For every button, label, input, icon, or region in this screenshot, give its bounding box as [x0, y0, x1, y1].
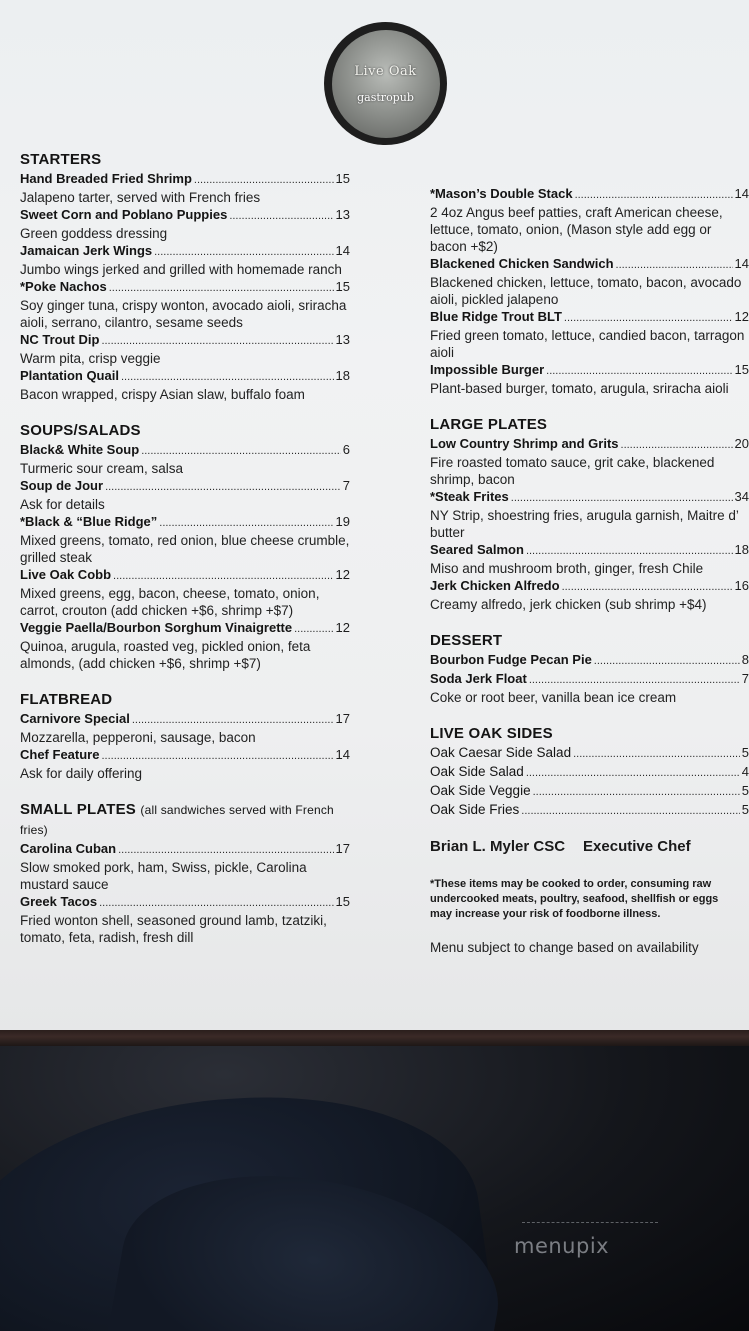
- item-name: Jamaican Jerk Wings: [20, 243, 153, 258]
- item-price: 17: [335, 711, 350, 726]
- dot-leader: [573, 746, 740, 763]
- watermark: menupix: [514, 1234, 610, 1258]
- section-heading: [20, 150, 350, 170]
- item-name: Blackened Chicken Sandwich: [430, 256, 614, 271]
- item-name: Carnivore Special: [20, 711, 130, 726]
- dot-leader: [564, 310, 733, 327]
- item-price: 14: [734, 186, 749, 201]
- item-name: Oak Side Fries: [430, 802, 520, 817]
- section-title: STARTERS: [20, 151, 102, 168]
- item-price: 13: [335, 207, 350, 222]
- menu-item: [20, 710, 350, 729]
- item-price: 7: [342, 478, 350, 493]
- item-name: *Mason’s Double Stack: [430, 186, 573, 201]
- section-title: LIVE OAK SIDES: [430, 725, 553, 742]
- menu-item: [430, 541, 749, 560]
- item-description: Fried green tomato, lettuce, candied bacon, tarragon aioli: [430, 328, 745, 360]
- dot-leader: [529, 672, 740, 689]
- item-description: Ask for daily offering: [20, 766, 143, 781]
- menu-right-column: [430, 185, 749, 955]
- item-name: Low Country Shrimp and Grits: [430, 436, 619, 451]
- item-description: Plant-based burger, tomato, arugula, sriracha aioli: [430, 381, 729, 396]
- section-heading: [430, 415, 749, 435]
- chef-name: Brian L. Myler CSC: [430, 838, 566, 855]
- item-name: Sweet Corn and Poblano Puppies: [20, 207, 228, 222]
- item-description: Mozzarella, pepperoni, sausage, bacon: [20, 730, 256, 745]
- item-description: Creamy alfredo, jerk chicken (sub shrimp +$4): [430, 597, 707, 612]
- menu-item: [20, 441, 350, 460]
- item-name: Oak Side Salad: [430, 764, 524, 779]
- availability-note: Menu subject to change based on availability: [430, 940, 699, 955]
- dot-leader: [621, 437, 733, 454]
- item-description: Blackened chicken, lettuce, tomato, bacon, avocado aioli, pickled jalapeno: [430, 275, 742, 307]
- item-name: *Black & “Blue Ridge”: [20, 514, 158, 529]
- dot-leader: [132, 712, 334, 729]
- chef-credit: [430, 838, 749, 855]
- dot-leader: [594, 653, 740, 670]
- menu-section: [20, 150, 350, 403]
- item-name: Seared Salmon: [430, 542, 524, 557]
- item-price: 34: [734, 489, 749, 504]
- section-heading: [20, 421, 350, 441]
- dot-leader: [105, 479, 341, 496]
- item-name: Veggie Paella/Bourbon Sorghum Vinaigrette: [20, 620, 293, 635]
- menu-item: [20, 206, 350, 225]
- item-description: Miso and mushroom broth, ginger, fresh Chile: [430, 561, 704, 576]
- section-title: SOUPS/SALADS: [20, 422, 141, 439]
- item-description: Mixed greens, tomato, red onion, blue cheese crumble, grilled steak: [20, 533, 350, 565]
- item-price: 12: [335, 620, 350, 635]
- dot-leader: [101, 333, 333, 350]
- item-description: Ask for details: [20, 497, 105, 512]
- menu-item: [20, 477, 350, 496]
- item-name: Blue Ridge Trout BLT: [430, 309, 562, 324]
- item-price: 14: [335, 243, 350, 258]
- menu-item: [20, 746, 350, 765]
- dot-leader: [616, 257, 733, 274]
- item-price: 20: [734, 436, 749, 451]
- menu-item: [430, 651, 749, 670]
- menu-item: [430, 744, 749, 763]
- item-price: 15: [335, 171, 350, 186]
- item-price: 4: [741, 764, 749, 779]
- dot-leader: [575, 187, 733, 204]
- dot-leader: [99, 895, 333, 912]
- logo: [324, 22, 447, 145]
- menu-item: [20, 367, 350, 386]
- item-price: 14: [734, 256, 749, 271]
- item-price: 5: [741, 802, 749, 817]
- watermark-rule: [522, 1222, 658, 1223]
- item-name: NC Trout Dip: [20, 332, 100, 347]
- item-name: Soup de Jour: [20, 478, 104, 493]
- item-description: Quinoa, arugula, roasted veg, pickled onion, feta almonds, (add chicken +$6, shrimp +$7): [20, 639, 311, 671]
- menu-item: [430, 763, 749, 782]
- dot-leader: [546, 363, 732, 380]
- item-price: 19: [335, 514, 350, 529]
- item-price: 13: [335, 332, 350, 347]
- section-heading: [20, 690, 350, 710]
- dot-leader: [533, 784, 740, 801]
- item-price: 18: [335, 368, 350, 383]
- item-description: Turmeric sour cream, salsa: [20, 461, 184, 476]
- menu-item: [20, 170, 350, 189]
- dot-leader: [526, 543, 733, 560]
- item-price: 5: [741, 745, 749, 760]
- menu-item: [430, 185, 749, 204]
- item-description: Bacon wrapped, crispy Asian slaw, buffalo foam: [20, 387, 305, 402]
- dot-leader: [159, 515, 333, 532]
- consumer-advisory: *These items may be cooked to order, consuming raw undercooked meats, poultry, seafood, shellfish or eggs may increase your risk of foodborne illness.: [430, 878, 719, 920]
- dot-leader: [118, 842, 333, 859]
- item-price: 8: [741, 652, 749, 667]
- item-price: 14: [335, 747, 350, 762]
- section-note: (all sandwiches served with French fries): [20, 803, 334, 837]
- item-name: Impossible Burger: [430, 362, 545, 377]
- dot-leader: [109, 280, 334, 297]
- item-price: 15: [734, 362, 749, 377]
- item-name: Oak Side Veggie: [430, 783, 531, 798]
- section-heading: [430, 724, 749, 744]
- dot-leader: [294, 621, 333, 638]
- dot-leader: [113, 568, 334, 585]
- item-price: 17: [335, 841, 350, 856]
- menu-item: [20, 513, 350, 532]
- dot-leader: [521, 803, 739, 820]
- item-description: Slow smoked pork, ham, Swiss, pickle, Carolina mustard sauce: [20, 860, 307, 892]
- item-name: Hand Breaded Fried Shrimp: [20, 171, 192, 186]
- item-name: *Steak Frites: [430, 489, 509, 504]
- item-name: Black& White Soup: [20, 442, 140, 457]
- logo-subtitle: gastropub: [357, 90, 414, 104]
- menu-item: [430, 255, 749, 274]
- menu-item: [430, 308, 749, 327]
- dot-leader: [229, 208, 333, 225]
- dot-leader: [154, 244, 333, 261]
- item-price: 5: [741, 783, 749, 798]
- menu-item: [430, 782, 749, 801]
- item-description: Warm pita, crisp veggie: [20, 351, 161, 366]
- logo-name: Live Oak: [354, 63, 417, 79]
- item-price: 12: [335, 567, 350, 582]
- dot-leader: [526, 765, 740, 782]
- menu-item: [20, 331, 350, 350]
- menu-left-column: [20, 150, 350, 964]
- menu-item: [20, 242, 350, 261]
- item-name: Oak Caesar Side Salad: [430, 745, 572, 760]
- item-description: NY Strip, shoestring fries, arugula garnish, Maitre d’ butter: [430, 508, 739, 540]
- dot-leader: [141, 443, 341, 460]
- dot-leader: [562, 579, 733, 596]
- item-name: Plantation Quail: [20, 368, 119, 383]
- item-price: 6: [342, 442, 350, 457]
- dot-leader: [101, 748, 333, 765]
- item-description: Jalapeno tarter, served with French fries: [20, 190, 261, 205]
- menu-item: [430, 670, 749, 689]
- menu-item: [20, 278, 350, 297]
- menu-section: [20, 421, 350, 672]
- menu-item: [20, 840, 350, 859]
- logo-tree-emblem: [332, 30, 440, 138]
- menu-item: [430, 801, 749, 820]
- item-description: Fire roasted tomato sauce, grit cake, blackened shrimp, bacon: [430, 455, 715, 487]
- item-price: 15: [335, 279, 350, 294]
- menu-section: [430, 185, 749, 397]
- menu-section: [20, 690, 350, 782]
- menu-section: [20, 800, 350, 946]
- menu-section: [430, 724, 749, 820]
- item-name: *Poke Nachos: [20, 279, 107, 294]
- dot-leader: [121, 369, 334, 386]
- item-description: Green goddess dressing: [20, 226, 168, 241]
- dot-leader: [511, 490, 733, 507]
- item-price: 7: [741, 671, 749, 686]
- item-price: 15: [335, 894, 350, 909]
- item-price: 16: [734, 578, 749, 593]
- item-description: Fried wonton shell, seasoned ground lamb, tzatziki, tomato, feta, radish, fresh dill: [20, 913, 327, 945]
- section-title: SMALL PLATES: [20, 801, 137, 818]
- item-name: Chef Feature: [20, 747, 100, 762]
- menu-section: [430, 415, 749, 613]
- item-description: Jumbo wings jerked and grilled with homemade ranch: [20, 262, 342, 277]
- menu-item: [430, 488, 749, 507]
- item-description: Coke or root beer, vanilla bean ice cream: [430, 690, 677, 705]
- item-description: Mixed greens, egg, bacon, cheese, tomato, onion, carrot, crouton (add chicken +$6, shrimp +$7): [20, 586, 320, 618]
- menu-item: [430, 577, 749, 596]
- chef-title: Executive Chef: [583, 838, 691, 855]
- section-heading: [430, 631, 749, 651]
- item-name: Jerk Chicken Alfredo: [430, 578, 560, 593]
- item-name: Live Oak Cobb: [20, 567, 112, 582]
- menu-board-edge: [0, 1030, 749, 1046]
- section-heading: [20, 800, 350, 840]
- dot-leader: [194, 172, 334, 189]
- item-price: 12: [734, 309, 749, 324]
- menu-section: [430, 631, 749, 706]
- menu-item: [20, 893, 350, 912]
- item-name: Carolina Cuban: [20, 841, 117, 856]
- item-price: 18: [734, 542, 749, 557]
- item-name: Soda Jerk Float: [430, 671, 527, 686]
- item-description: Soy ginger tuna, crispy wonton, avocado aioli, sriracha aioli, serrano, cilantro, sesame seeds: [20, 298, 347, 330]
- section-title: LARGE PLATES: [430, 416, 548, 433]
- section-title: FLATBREAD: [20, 691, 113, 708]
- menu-item: [20, 619, 350, 638]
- item-name: Bourbon Fudge Pecan Pie: [430, 652, 592, 667]
- menu-item: [20, 566, 350, 585]
- section-title: DESSERT: [430, 632, 503, 649]
- menu-item: [430, 361, 749, 380]
- menu-item: [430, 435, 749, 454]
- item-name: Greek Tacos: [20, 894, 98, 909]
- item-description: 2 4oz Angus beef patties, craft American cheese, lettuce, tomato, onion, (Mason style add egg or bacon +$2): [430, 205, 723, 254]
